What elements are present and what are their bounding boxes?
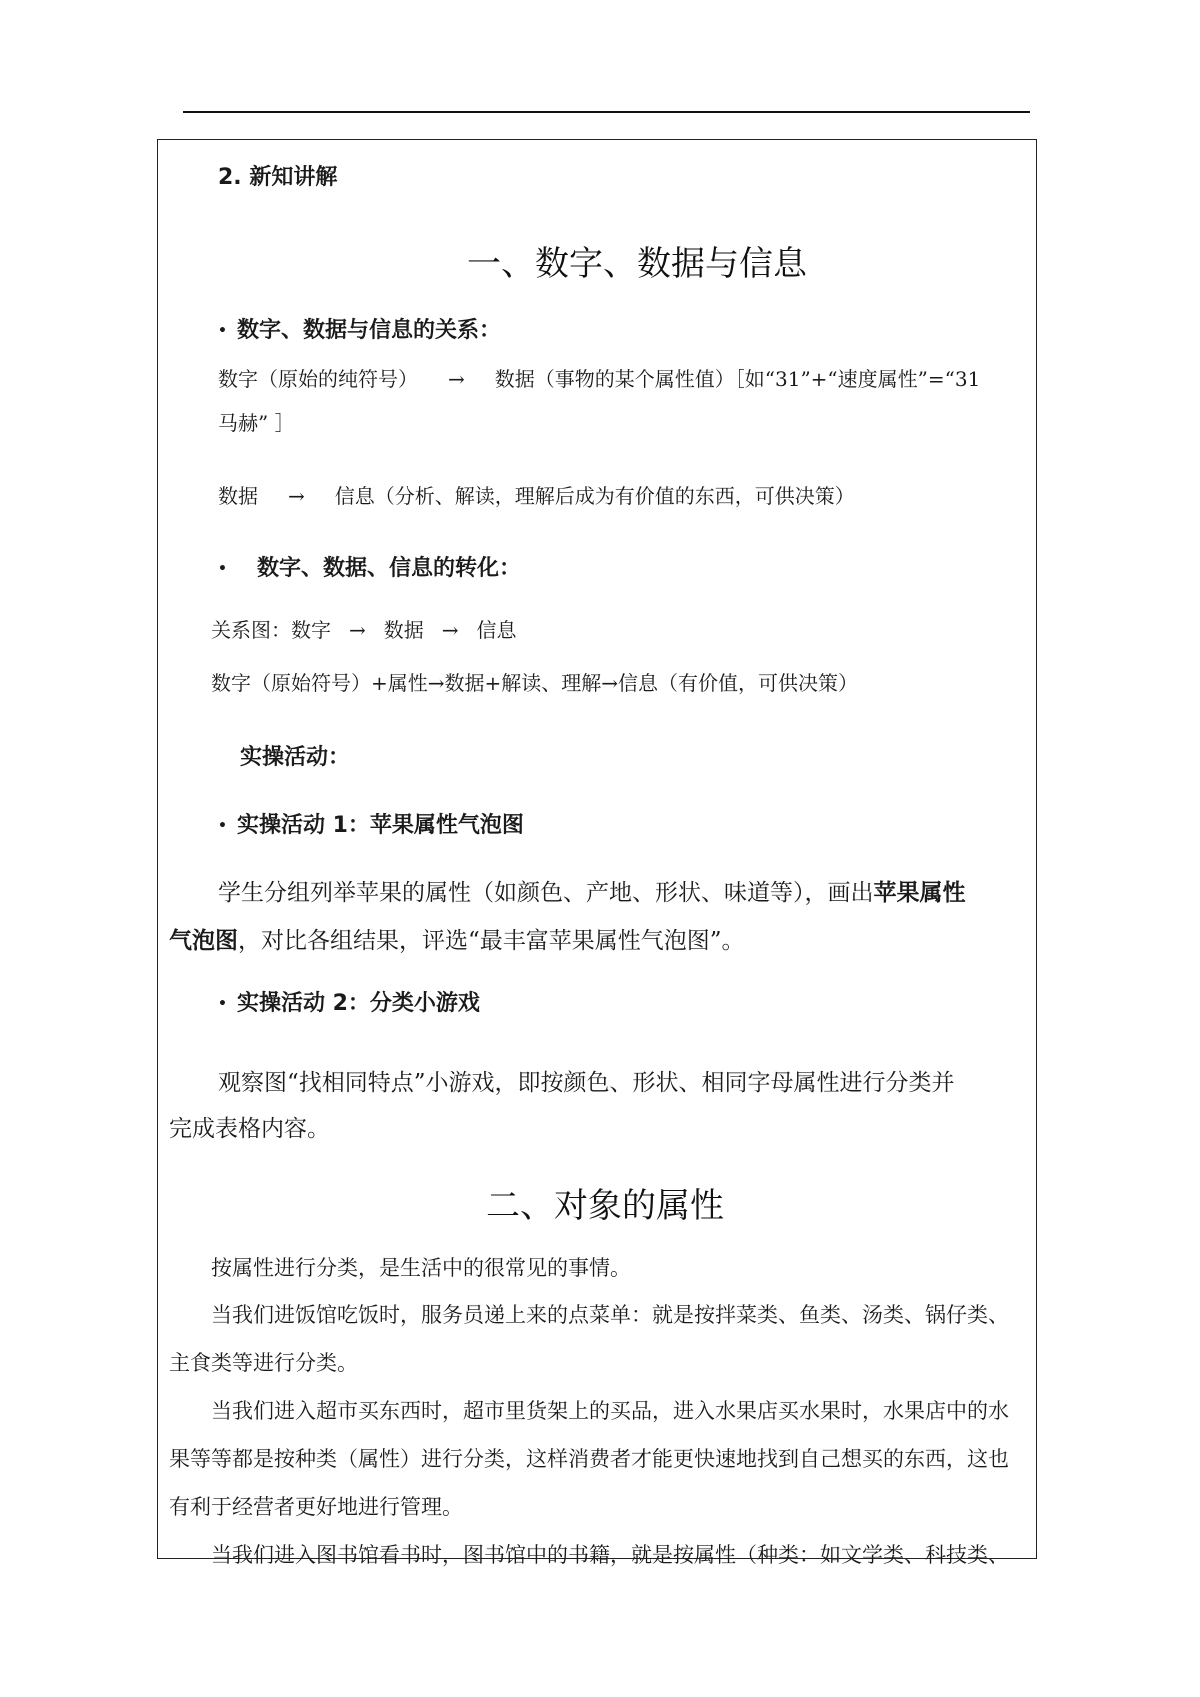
attrs-paragraph-1: 按属性进行分类，是生活中的很常见的事情。 [211,1256,631,1280]
attrs-paragraph-3-line-2: 果等等都是按种类（属性）进行分类，这样消费者才能更快速地找到自己想买的东西，这也 [169,1447,1009,1471]
attrs-paragraph-2-line-1: 当我们进饭馆吃饭时，服务员递上来的点菜单：就是按拌菜类、鱼类、汤类、锅仔类、 [211,1303,1009,1327]
diagram-data: 数据 [383,618,424,642]
content-frame [157,139,1037,1559]
diagram-label: 关系图：数字 [211,618,331,642]
bullet-icon: • [218,996,227,1012]
activity-2-heading [218,986,480,1017]
activity-1-text: 学生分组列举苹果的属性（如颜色、产地、形状、味道等），画出 [218,880,874,906]
activity-1-heading-text: 实操活动 1：苹果属性气泡图 [236,813,524,838]
bullet-icon: • [218,323,227,339]
arrow-icon: → [448,367,465,391]
conversion-heading [218,551,521,582]
activity-2-text-line-1: 观察图“找相同特点”小游戏，即按颜色、形状、相同字母属性进行分类并 [218,1070,955,1096]
relation-data: 数据（事物的某个属性值）［如“31”+“速度属性”=“31 [494,367,981,391]
conversion-heading-text: 数字、数据、信息的转化： [256,556,521,581]
activity-1-bold-term: 苹果属性 [873,880,966,906]
attrs-paragraph-3-line-1: 当我们进入超市买东西时，超市里货架上的买品，进入水果店买水果时，水果店中的水 [211,1399,1009,1423]
heading-numbers-data-info: 一、数字、数据与信息 [467,244,807,284]
bullet-icon: • [218,818,227,834]
practice-label: 实操活动： [240,745,351,770]
activity-1-text-line-1 [218,874,966,907]
relation-line-1 [218,363,980,392]
conversion-formula: 数字（原始符号）+属性→数据+解读、理解→信息（有价值，可供决策） [211,671,859,695]
attrs-paragraph-2-line-2: 主食类等进行分类。 [169,1351,358,1375]
conversion-diagram [211,614,517,643]
section-label: 2. 新知讲解 [218,165,338,190]
attrs-paragraph-4-line-1: 当我们进入图书馆看书时，图书馆中的书籍，就是按属性（种类：如文学类、科技类、 [211,1543,1009,1567]
diagram-info: 信息 [476,618,517,642]
arrow-icon: → [441,618,459,642]
arrow-icon: → [288,484,305,508]
relation-heading [218,313,501,344]
relation-heading-text: 数字、数据与信息的关系： [236,318,501,343]
relation-line-1-continued: 马赫” ］ [218,411,295,435]
attrs-paragraph-3-line-3: 有利于经营者更好地进行管理。 [169,1495,463,1519]
activity-1-text-line-2 [169,922,745,955]
arrow-icon: → [349,618,366,642]
activity-1-bold-term-2: 气泡图 [169,928,238,954]
heading-object-attributes: 二、对象的属性 [486,1186,724,1226]
header-rule [183,111,1030,113]
relation-data-word: 数据 [218,484,258,508]
activity-1-text-end: ，对比各组结果，评选“最丰富苹果属性气泡图”。 [238,928,745,954]
activity-2-heading-text: 实操活动 2：分类小游戏 [236,991,480,1016]
activity-1-heading [218,808,524,839]
relation-info: 信息（分析、解读，理解后成为有价值的东西，可供决策） [334,484,855,508]
relation-digits: 数字（原始的纯符号） [218,367,418,391]
relation-line-2 [218,480,855,509]
activity-2-text-line-2: 完成表格内容。 [169,1116,330,1142]
bullet-icon: • [218,561,227,577]
